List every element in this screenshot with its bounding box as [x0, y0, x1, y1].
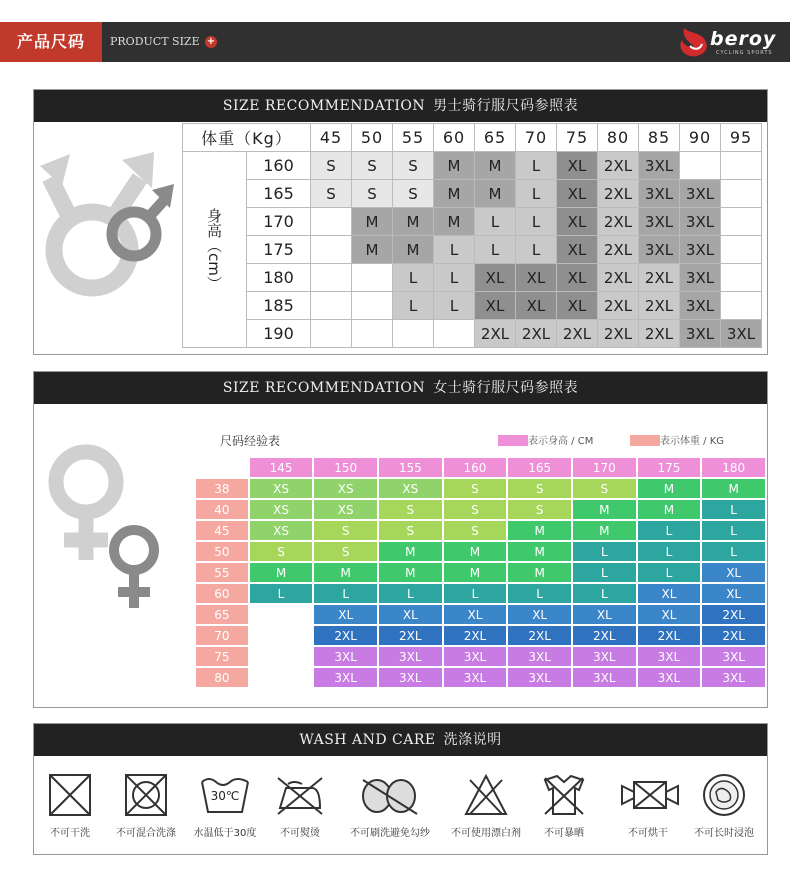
- men-title-cn: 男士骑行服尺码参照表: [433, 98, 579, 114]
- size-cell: L: [393, 264, 434, 292]
- female-symbol-icon: [42, 432, 172, 632]
- women-row: [196, 605, 765, 624]
- size-cell: 2XL: [598, 264, 639, 292]
- brand-subtitle: CYCLING SPORTS: [716, 50, 773, 56]
- size-cell: XS: [314, 500, 377, 519]
- no-dry-clean-icon: [47, 772, 93, 818]
- size-cell: XL: [557, 236, 598, 264]
- size-cell: 2XL: [508, 626, 571, 645]
- size-cell: 2XL: [314, 626, 377, 645]
- size-cell: M: [250, 563, 313, 582]
- size-cell: M: [573, 500, 636, 519]
- size-cell: 2XL: [516, 320, 557, 348]
- care-label: 不可长时浸泡: [694, 828, 754, 839]
- size-cell: L: [434, 264, 475, 292]
- care-label: 不可暴晒: [544, 828, 584, 839]
- height-header-cell: 155: [379, 458, 442, 477]
- care-item-no-tumble-dry: [618, 772, 678, 839]
- size-cell: S: [314, 542, 377, 561]
- women-row: [196, 668, 765, 687]
- women-row: [196, 479, 765, 498]
- no-iron-icon: [272, 772, 328, 818]
- weight-header-cell: 80: [598, 124, 639, 152]
- size-cell: S: [311, 152, 352, 180]
- size-cell: 2XL: [639, 320, 680, 348]
- men-row: [183, 208, 762, 236]
- height-header-cell: 150: [314, 458, 377, 477]
- size-cell: XS: [250, 479, 313, 498]
- size-cell: XL: [379, 605, 442, 624]
- weight-header-cell: 95: [721, 124, 762, 152]
- size-cell: 2XL: [598, 236, 639, 264]
- legend-height: [498, 432, 593, 447]
- size-cell: 3XL: [680, 320, 721, 348]
- no-mixed-wash-icon: [123, 772, 169, 818]
- size-cell: S: [250, 542, 313, 561]
- size-cell: S: [444, 500, 507, 519]
- size-cell: [721, 292, 762, 320]
- size-cell: 2XL: [702, 605, 765, 624]
- size-cell: 3XL: [638, 668, 701, 687]
- size-cell: M: [393, 236, 434, 264]
- size-cell: 2XL: [444, 626, 507, 645]
- height-value: 160: [247, 152, 311, 180]
- legend-weight-swatch: [630, 435, 660, 446]
- weight-value: 65: [196, 605, 248, 624]
- page-subtitle: PRODUCT SIZE: [110, 35, 200, 48]
- size-cell: [250, 626, 313, 645]
- size-cell: L: [573, 563, 636, 582]
- size-cell: L: [250, 584, 313, 603]
- men-row: [183, 292, 762, 320]
- size-cell: 3XL: [680, 236, 721, 264]
- size-cell: 3XL: [680, 292, 721, 320]
- size-cell: 3XL: [639, 236, 680, 264]
- size-cell: M: [393, 208, 434, 236]
- size-cell: XL: [557, 152, 598, 180]
- size-cell: [311, 264, 352, 292]
- size-cell: L: [516, 180, 557, 208]
- size-cell: 3XL: [638, 647, 701, 666]
- height-header-cell: 175: [638, 458, 701, 477]
- size-cell: 3XL: [508, 647, 571, 666]
- size-cell: XL: [557, 208, 598, 236]
- size-cell: 2XL: [598, 320, 639, 348]
- size-cell: M: [508, 563, 571, 582]
- size-cell: 3XL: [573, 647, 636, 666]
- men-size-panel: [33, 89, 768, 355]
- women-title-cn: 女士骑行服尺码参照表: [433, 380, 579, 396]
- weight-label: 体重（Kg）: [183, 124, 311, 152]
- size-cell: M: [352, 236, 393, 264]
- height-label: 身高（cm）: [183, 152, 247, 348]
- size-cell: S: [393, 152, 434, 180]
- size-cell: 3XL: [444, 647, 507, 666]
- women-row: [196, 584, 765, 603]
- height-value: 180: [247, 264, 311, 292]
- size-cell: L: [434, 236, 475, 264]
- height-header-cell: 180: [702, 458, 765, 477]
- size-cell: S: [393, 180, 434, 208]
- weight-header-cell: 75: [557, 124, 598, 152]
- size-cell: 3XL: [508, 668, 571, 687]
- size-cell: 3XL: [680, 180, 721, 208]
- care-item-no-brush: [342, 772, 438, 839]
- size-cell: M: [475, 180, 516, 208]
- size-cell: M: [638, 479, 701, 498]
- weight-value: 75: [196, 647, 248, 666]
- size-cell: XL: [557, 264, 598, 292]
- size-cell: 3XL: [639, 180, 680, 208]
- women-title-en: SIZE RECOMMENDATION: [222, 380, 426, 396]
- size-cell: XL: [475, 292, 516, 320]
- size-cell: L: [444, 584, 507, 603]
- men-panel-header: [34, 90, 767, 122]
- size-cell: XL: [314, 605, 377, 624]
- size-cell: [680, 152, 721, 180]
- women-row: [196, 626, 765, 645]
- height-value: 190: [247, 320, 311, 348]
- size-cell: L: [638, 521, 701, 540]
- size-cell: XL: [573, 605, 636, 624]
- size-cell: M: [434, 208, 475, 236]
- page-title: 产品尺码: [0, 22, 102, 62]
- size-cell: 3XL: [639, 208, 680, 236]
- weight-header-cell: 85: [639, 124, 680, 152]
- legend-weight: [630, 432, 724, 447]
- size-cell: [311, 208, 352, 236]
- size-cell: M: [352, 208, 393, 236]
- care-label: 水温低于30度: [193, 828, 257, 839]
- size-cell: XL: [638, 584, 701, 603]
- size-cell: L: [702, 542, 765, 561]
- size-cell: L: [508, 584, 571, 603]
- size-cell: L: [434, 292, 475, 320]
- size-cell: [311, 320, 352, 348]
- care-label: 不可刷洗避免勾纱: [350, 828, 430, 839]
- men-row: [183, 236, 762, 264]
- height-value: 170: [247, 208, 311, 236]
- men-row: [183, 152, 762, 180]
- men-title-en: SIZE RECOMMENDATION: [222, 98, 426, 114]
- care-item-no-dry-clean: [42, 772, 98, 839]
- care-item-no-sun-dry: [534, 772, 594, 839]
- size-cell: L: [516, 208, 557, 236]
- size-cell: 2XL: [702, 626, 765, 645]
- size-cell: 2XL: [639, 264, 680, 292]
- size-cell: L: [475, 208, 516, 236]
- male-symbol-icon: [40, 138, 180, 308]
- size-cell: [393, 320, 434, 348]
- size-cell: XL: [702, 563, 765, 582]
- size-cell: 3XL: [639, 152, 680, 180]
- weight-header-cell: 55: [393, 124, 434, 152]
- weight-value: 45: [196, 521, 248, 540]
- height-header-cell: 170: [573, 458, 636, 477]
- weight-value: 50: [196, 542, 248, 561]
- size-cell: XS: [250, 500, 313, 519]
- size-cell: 3XL: [379, 647, 442, 666]
- size-cell: [311, 236, 352, 264]
- weight-value: 38: [196, 479, 248, 498]
- size-cell: XS: [250, 521, 313, 540]
- size-cell: [352, 264, 393, 292]
- size-cell: L: [516, 236, 557, 264]
- no-soak-icon: [700, 772, 748, 818]
- size-cell: 3XL: [680, 264, 721, 292]
- size-cell: S: [444, 521, 507, 540]
- care-item-wash-30: [188, 772, 262, 839]
- no-brush-icon: [355, 772, 425, 818]
- care-label: 不可混合洗涤: [116, 828, 176, 839]
- size-cell: L: [638, 563, 701, 582]
- weight-header-row: [183, 124, 762, 152]
- size-cell: XL: [702, 584, 765, 603]
- care-item-no-mixed-wash: [108, 772, 184, 839]
- size-cell: 3XL: [444, 668, 507, 687]
- size-cell: 3XL: [721, 320, 762, 348]
- size-cell: XL: [475, 264, 516, 292]
- size-cell: M: [508, 521, 571, 540]
- weight-value: 80: [196, 668, 248, 687]
- wash-care-panel: [33, 723, 768, 855]
- size-cell: 3XL: [702, 668, 765, 687]
- women-row: [196, 542, 765, 561]
- size-cell: L: [638, 542, 701, 561]
- corner-cell: [196, 458, 248, 477]
- men-size-table: [182, 123, 762, 348]
- weight-header-cell: 60: [434, 124, 475, 152]
- size-cell: M: [379, 542, 442, 561]
- size-cell: [311, 292, 352, 320]
- men-row: [183, 180, 762, 208]
- height-value: 165: [247, 180, 311, 208]
- size-cell: 2XL: [379, 626, 442, 645]
- women-row: [196, 521, 765, 540]
- height-header-cell: 160: [444, 458, 507, 477]
- women-table-label: 尺码经验表: [220, 434, 281, 448]
- size-cell: S: [352, 180, 393, 208]
- size-cell: XL: [557, 180, 598, 208]
- men-row: [183, 264, 762, 292]
- brand-name: beroy: [710, 28, 777, 50]
- size-cell: [721, 208, 762, 236]
- size-cell: M: [444, 542, 507, 561]
- size-cell: S: [379, 521, 442, 540]
- size-cell: L: [702, 500, 765, 519]
- women-row: [196, 563, 765, 582]
- size-cell: XL: [516, 292, 557, 320]
- weight-header-cell: 70: [516, 124, 557, 152]
- size-cell: M: [314, 563, 377, 582]
- size-cell: S: [508, 479, 571, 498]
- legend-height-text: 表示身高 / CM: [528, 436, 594, 447]
- size-cell: 2XL: [598, 292, 639, 320]
- size-cell: M: [379, 563, 442, 582]
- weight-value: 40: [196, 500, 248, 519]
- women-panel-header: [34, 372, 767, 404]
- no-bleach-icon: [462, 772, 510, 818]
- size-cell: L: [475, 236, 516, 264]
- size-cell: 3XL: [379, 668, 442, 687]
- size-cell: XS: [314, 479, 377, 498]
- size-cell: [721, 180, 762, 208]
- size-cell: [434, 320, 475, 348]
- size-cell: L: [393, 292, 434, 320]
- size-cell: S: [379, 500, 442, 519]
- legend-height-swatch: [498, 435, 528, 446]
- size-cell: 3XL: [573, 668, 636, 687]
- care-label: 不可干洗: [50, 828, 90, 839]
- size-cell: S: [352, 152, 393, 180]
- plus-icon: +: [206, 36, 216, 47]
- size-cell: L: [702, 521, 765, 540]
- size-cell: 2XL: [638, 626, 701, 645]
- care-item-no-bleach: [444, 772, 528, 839]
- weight-header-cell: 65: [475, 124, 516, 152]
- men-row: [183, 320, 762, 348]
- size-cell: [721, 264, 762, 292]
- size-cell: [250, 668, 313, 687]
- size-cell: XL: [638, 605, 701, 624]
- size-cell: S: [314, 521, 377, 540]
- size-cell: 2XL: [598, 208, 639, 236]
- weight-value: 60: [196, 584, 248, 603]
- size-cell: M: [638, 500, 701, 519]
- wash-title-en: WASH AND CARE: [299, 732, 436, 748]
- size-cell: XL: [557, 292, 598, 320]
- size-cell: 2XL: [557, 320, 598, 348]
- size-cell: M: [475, 152, 516, 180]
- size-cell: XL: [508, 605, 571, 624]
- care-label: 不可使用漂白剂: [451, 828, 521, 839]
- size-cell: 2XL: [475, 320, 516, 348]
- size-cell: 3XL: [314, 668, 377, 687]
- size-cell: L: [573, 584, 636, 603]
- size-cell: [352, 292, 393, 320]
- wash-panel-header: [34, 724, 767, 756]
- height-header-cell: 165: [508, 458, 571, 477]
- size-cell: M: [444, 563, 507, 582]
- size-cell: L: [573, 542, 636, 561]
- weight-value: 70: [196, 626, 248, 645]
- size-cell: 2XL: [598, 152, 639, 180]
- size-cell: 3XL: [680, 208, 721, 236]
- no-tumble-dry-icon: [618, 772, 682, 818]
- size-cell: 2XL: [598, 180, 639, 208]
- header-bar: [0, 22, 790, 62]
- size-cell: [250, 605, 313, 624]
- size-cell: L: [379, 584, 442, 603]
- size-cell: L: [314, 584, 377, 603]
- height-value: 175: [247, 236, 311, 264]
- size-cell: 2XL: [639, 292, 680, 320]
- care-item-no-soak: [684, 772, 764, 839]
- size-cell: XL: [516, 264, 557, 292]
- size-cell: XS: [379, 479, 442, 498]
- size-cell: 3XL: [702, 647, 765, 666]
- size-cell: [250, 647, 313, 666]
- size-cell: M: [434, 180, 475, 208]
- care-label: 不可熨烫: [280, 828, 320, 839]
- size-cell: S: [573, 479, 636, 498]
- weight-header-cell: 45: [311, 124, 352, 152]
- size-cell: S: [311, 180, 352, 208]
- size-cell: S: [444, 479, 507, 498]
- size-cell: M: [434, 152, 475, 180]
- wash-title-cn: 洗涤说明: [443, 732, 502, 748]
- weight-header-cell: 50: [352, 124, 393, 152]
- care-item-no-iron: [270, 772, 330, 839]
- size-cell: [352, 320, 393, 348]
- size-cell: 3XL: [314, 647, 377, 666]
- size-cell: L: [516, 152, 557, 180]
- women-row: [196, 647, 765, 666]
- women-size-table: [194, 456, 767, 689]
- weight-header-cell: 90: [680, 124, 721, 152]
- size-cell: 2XL: [573, 626, 636, 645]
- height-value: 185: [247, 292, 311, 320]
- no-sun-dry-icon: [539, 772, 589, 818]
- wash-temp: 30℃: [210, 789, 240, 803]
- women-size-panel: [33, 371, 768, 708]
- legend-weight-text: 表示体重 / KG: [660, 436, 725, 447]
- height-header-cell: 145: [250, 458, 313, 477]
- size-cell: S: [508, 500, 571, 519]
- size-cell: M: [508, 542, 571, 561]
- size-cell: [721, 152, 762, 180]
- size-cell: XL: [444, 605, 507, 624]
- brand-logo: [676, 24, 786, 60]
- size-cell: [721, 236, 762, 264]
- size-cell: M: [702, 479, 765, 498]
- women-row: [196, 500, 765, 519]
- height-header-row: [196, 458, 765, 477]
- care-label: 不可烘干: [628, 828, 668, 839]
- size-cell: M: [573, 521, 636, 540]
- weight-value: 55: [196, 563, 248, 582]
